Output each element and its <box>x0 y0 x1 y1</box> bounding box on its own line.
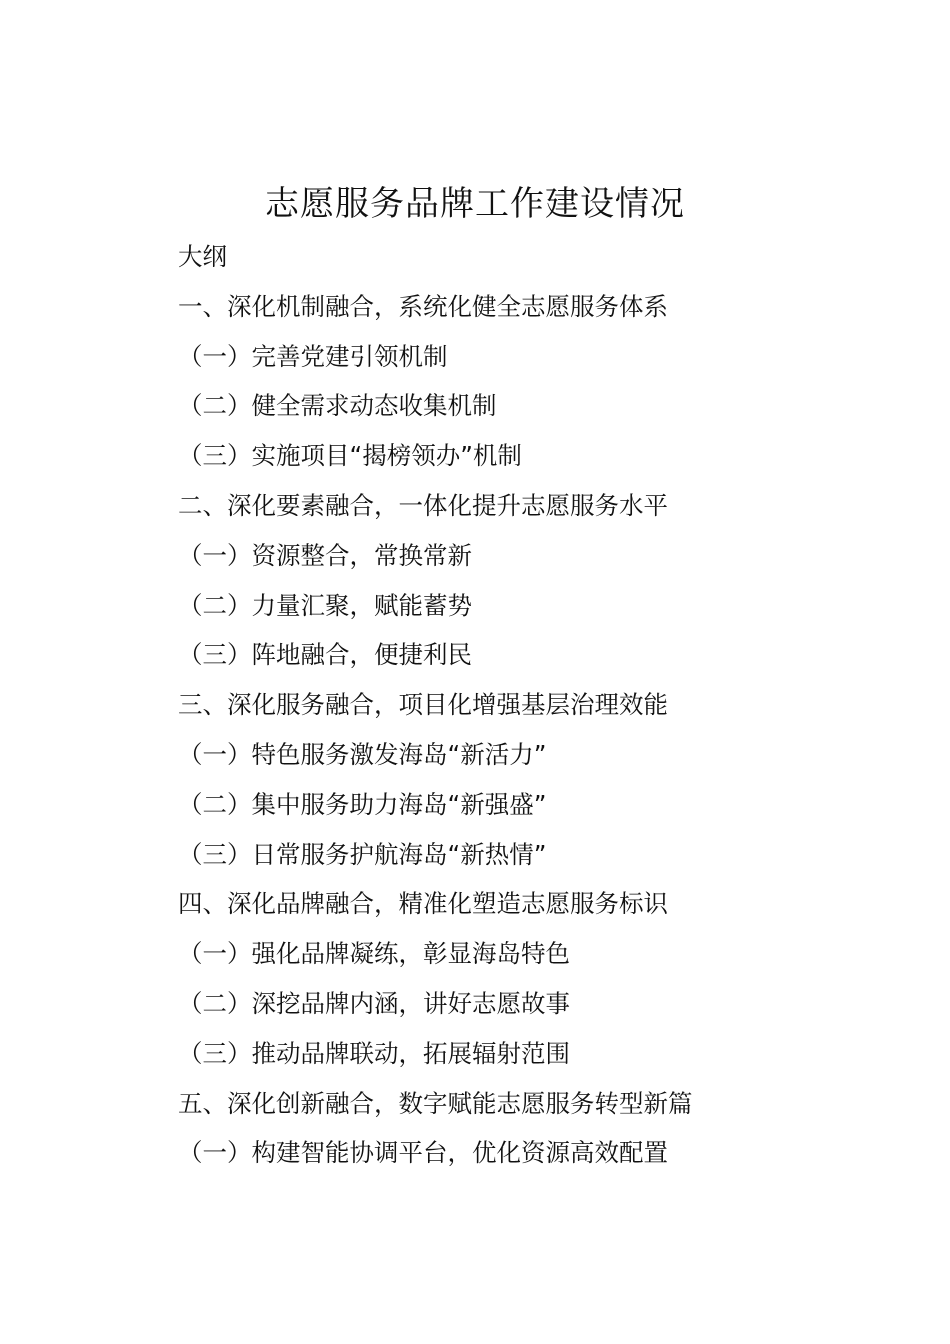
subsection-2-2: （二）力量汇聚，赋能蓄势 <box>178 590 472 620</box>
section-heading-5: 五、深化创新融合，数字赋能志愿服务转型新篇 <box>178 1088 693 1118</box>
subsection-3-3: （三）日常服务护航海岛“新热情” <box>178 839 547 869</box>
section-heading-2: 二、深化要素融合，一体化提升志愿服务水平 <box>178 490 668 520</box>
outline-label: 大纲 <box>178 242 227 271</box>
section-heading-1: 一、深化机制融合，系统化健全志愿服务体系 <box>178 291 668 321</box>
document-title: 志愿服务品牌工作建设情况 <box>265 184 685 224</box>
subsection-3-1: （一）特色服务激发海岛“新活力” <box>178 739 547 769</box>
subsection-5-1: （一）构建智能协调平台，优化资源高效配置 <box>178 1138 668 1168</box>
subsection-2-1: （一）资源整合，常换常新 <box>178 540 472 570</box>
subsection-1-3: （三）实施项目“揭榜领办”机制 <box>178 441 522 471</box>
subsection-1-2: （二）健全需求动态收集机制 <box>178 391 497 421</box>
subsection-1-1: （一）完善党建引领机制 <box>178 341 448 371</box>
subsection-4-1: （一）强化品牌凝练，彰显海岛特色 <box>178 939 570 969</box>
section-heading-4: 四、深化品牌融合，精准化塑造志愿服务标识 <box>178 889 668 919</box>
subsection-4-2: （二）深挖品牌内涵，讲好志愿故事 <box>178 988 570 1018</box>
outline <box>178 232 878 1178</box>
section-heading-3: 三、深化服务融合，项目化增强基层治理效能 <box>178 690 668 720</box>
subsection-2-3: （三）阵地融合，便捷利民 <box>178 640 472 670</box>
subsection-4-3: （三）推动品牌联动，拓展辐射范围 <box>178 1038 570 1068</box>
subsection-3-2: （二）集中服务助力海岛“新强盛” <box>178 789 547 819</box>
